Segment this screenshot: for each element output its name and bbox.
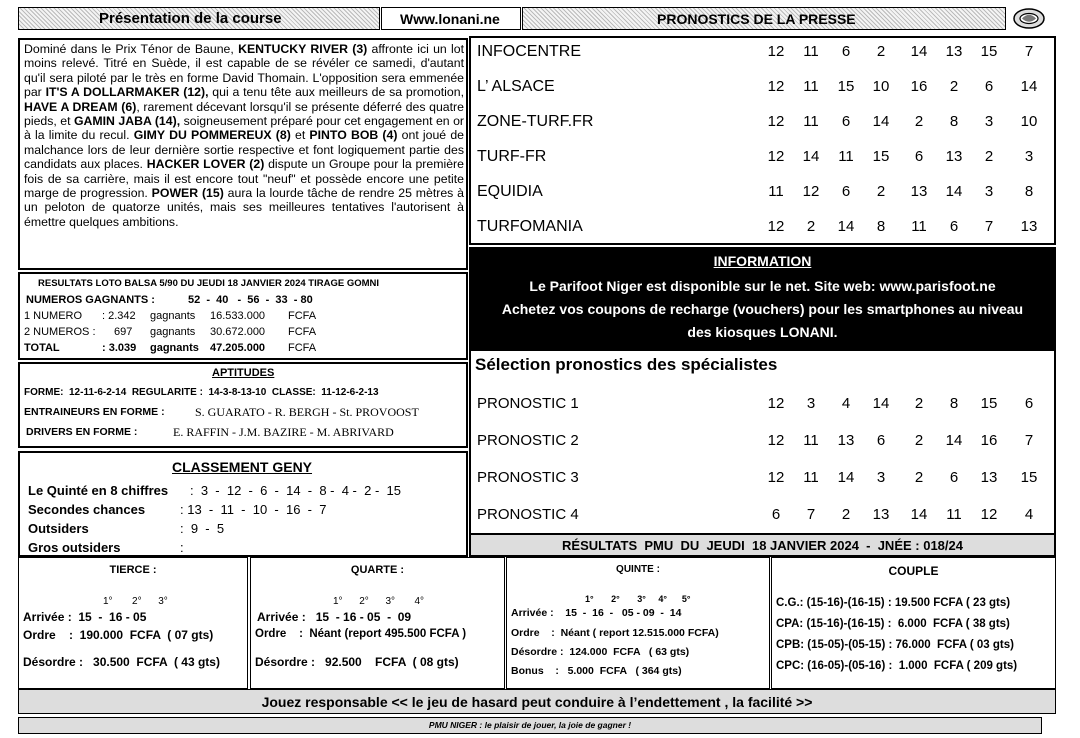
loto-count: : 3.039 bbox=[102, 342, 137, 354]
horse-number: 8 bbox=[949, 113, 959, 130]
horse-number: 11 bbox=[803, 113, 819, 130]
presentation-segment: affronte ici un lot moins relevé. Titré en Suède, il est capable de se révéler ce samedi, d'autant qu'il sera piloté par le très en forme David Thomain. L'opposition sera emmenée par bbox=[24, 42, 464, 100]
presentation-segment: qui a tenu tête aux meilleurs de sa promotion, bbox=[208, 85, 464, 100]
horse-number: 14 bbox=[1020, 78, 1038, 95]
horse-number: 6 bbox=[876, 432, 886, 449]
drivers-value: E. RAFFIN - J.M. BAZIRE - M. ABRIVARD bbox=[170, 425, 394, 439]
quinte-ordre: Ordre : Néant ( report 12.515.000 FCFA) bbox=[511, 627, 719, 639]
horse-number: 14 bbox=[837, 469, 855, 486]
geny-value: : 13 - 11 - 10 - 16 - 7 bbox=[180, 502, 327, 517]
horse-name: KENTUCKY RIVER (3) bbox=[238, 42, 368, 56]
pmu-results-title: RÉSULTATS PMU DU JEUDI 18 JANVIER 2024 - JNÉE : 018/24 bbox=[562, 538, 963, 553]
geny-value: : 9 - 5 bbox=[180, 521, 225, 536]
horse-number: 12 bbox=[767, 218, 785, 235]
horse-number: 7 bbox=[1024, 432, 1034, 449]
site-link[interactable]: Www.lonani.ne bbox=[400, 11, 500, 27]
horse-number: 15 bbox=[1020, 469, 1038, 486]
horse-number: 6 bbox=[914, 148, 924, 165]
geny-value: : 3 - 12 - 6 - 14 - 8 - 4 - 2 - 15 bbox=[190, 483, 401, 498]
horse-number: 7 bbox=[1024, 43, 1034, 60]
horse-number: 12 bbox=[980, 506, 998, 523]
horse-number: 6 bbox=[771, 506, 781, 523]
horse-number: 11 bbox=[803, 43, 819, 60]
pronostic-row bbox=[471, 388, 1057, 425]
source-name: L’ ALSACE bbox=[477, 78, 555, 95]
horse-number: 6 bbox=[1024, 395, 1034, 412]
source-name: PRONOSTIC 1 bbox=[477, 395, 579, 412]
tierce-ordre: Ordre : 190.000 FCFA ( 07 gts) bbox=[23, 628, 214, 642]
horse-number: 2 bbox=[841, 506, 851, 523]
quarte-panel bbox=[250, 557, 505, 689]
presentation-title: Présentation de la course bbox=[99, 10, 282, 27]
information-panel bbox=[469, 247, 1056, 349]
horse-number: 12 bbox=[767, 469, 785, 486]
tierce-title: TIERCE : bbox=[109, 564, 157, 576]
loto-winning-label: NUMEROS GAGNANTS : bbox=[26, 294, 155, 306]
horse-number: 2 bbox=[914, 113, 924, 130]
horse-number: 12 bbox=[767, 78, 785, 95]
pronostic-row bbox=[471, 499, 1057, 536]
quarte-desordre: Désordre : 92.500 FCFA ( 08 gts) bbox=[255, 655, 459, 669]
specialists-title: Sélection pronostics des spécialistes bbox=[475, 355, 778, 374]
presentation-header bbox=[18, 7, 380, 30]
horse-number: 14 bbox=[872, 113, 890, 130]
specialists-panel bbox=[469, 349, 1056, 535]
horse-number: 15 bbox=[872, 148, 890, 165]
horse-number: 12 bbox=[767, 43, 785, 60]
geny-label: Outsiders bbox=[28, 521, 89, 536]
quinte-bonus: Bonus : 5.000 FCFA ( 364 gts) bbox=[511, 665, 682, 677]
horse-number: 13 bbox=[945, 148, 963, 165]
horse-name: HACKER LOVER (2) bbox=[146, 157, 265, 172]
horse-number: 11 bbox=[803, 78, 819, 95]
tierce-arrivee: Arrivée : 15 - 16 - 05 bbox=[23, 610, 147, 624]
presentation-panel bbox=[18, 38, 468, 270]
geny-title: CLASSEMENT GENY bbox=[172, 459, 313, 475]
horse-number: 4 bbox=[1024, 506, 1034, 523]
information-title: INFORMATION bbox=[713, 253, 812, 269]
presentation-segment: soigneusement préparé pour cet engagement en or à la limite du recul. bbox=[24, 114, 464, 143]
loto-amount: 47.205.000 bbox=[210, 342, 266, 354]
horse-name: PINTO BOB (4) bbox=[309, 128, 398, 143]
horse-number: 8 bbox=[876, 218, 886, 235]
loto-cur: FCFA bbox=[288, 342, 317, 354]
loto-label: 2 NUMEROS : bbox=[24, 326, 96, 338]
horse-name: IT'S A DOLLARMAKER (12), bbox=[45, 85, 209, 100]
pronostic-row bbox=[471, 141, 1057, 176]
quarte-title: QUARTE : bbox=[350, 564, 405, 576]
source-name: TURFOMANIA bbox=[477, 218, 583, 235]
horse-number: 12 bbox=[767, 113, 785, 130]
source-name: PRONOSTIC 3 bbox=[477, 469, 579, 486]
horse-number: 13 bbox=[945, 43, 963, 60]
loto-word: gagnants bbox=[150, 342, 199, 354]
source-name: EQUIDIA bbox=[477, 183, 543, 200]
tierce-desordre: Désordre : 30.500 FCFA ( 43 gts) bbox=[23, 655, 220, 669]
loto-title: RESULTATS LOTO BALSA 5/90 DU JEUDI 18 JANVIER 2024 TIRAGE GOMNI bbox=[38, 278, 380, 289]
horse-number: 12 bbox=[802, 183, 820, 200]
horse-number: 14 bbox=[945, 432, 963, 449]
horse-number: 11 bbox=[803, 432, 819, 449]
pronostic-row bbox=[471, 36, 1057, 71]
drivers-label: DRIVERS EN FORME : bbox=[26, 426, 138, 438]
horse-number: 6 bbox=[949, 218, 959, 235]
horse-number: 13 bbox=[980, 469, 998, 486]
presentation-segment: aura la lourde tâche de rendre 25 mètres à un peloton de quatorze unités, mais ses meilleures tentatives l'autorisent à émettre quelques ambitions. bbox=[24, 186, 464, 229]
horse-number: 13 bbox=[910, 183, 928, 200]
source-name: INFOCENTRE bbox=[477, 43, 581, 60]
horse-number: 14 bbox=[910, 43, 928, 60]
couple-panel bbox=[771, 557, 1056, 689]
geny-label: Gros outsiders bbox=[28, 540, 121, 555]
source-name: PRONOSTIC 4 bbox=[477, 506, 579, 523]
quinte-arrivee: Arrivée : 15 - 16 - 05 - 09 - 14 bbox=[511, 607, 682, 619]
horse-number: 3 bbox=[806, 395, 816, 412]
horse-number: 10 bbox=[872, 78, 890, 95]
loto-panel bbox=[18, 272, 468, 360]
quinte-panel bbox=[506, 557, 770, 689]
horse-number: 15 bbox=[980, 395, 998, 412]
loto-cur: FCFA bbox=[288, 326, 317, 338]
loto-cur: FCFA bbox=[288, 310, 317, 322]
pronostic-row bbox=[471, 462, 1057, 499]
couple-row: CPB: (15-05)-(05-15) : 76.000 FCFA ( 03 gts) bbox=[776, 639, 1014, 651]
horse-number: 11 bbox=[911, 218, 927, 235]
press-title: PRONOSTICS DE LA PRESSE bbox=[657, 11, 856, 27]
horse-number: 6 bbox=[841, 183, 851, 200]
couple-row: CPA: (15-16)-(16-15) : 6.000 FCFA ( 38 gts) bbox=[776, 618, 1010, 630]
horse-number: 13 bbox=[837, 432, 855, 449]
loto-word: gagnants bbox=[150, 310, 196, 322]
presentation-segment: , rarement décevant lorsqu'il se présente déferré des quatre pieds, et bbox=[24, 99, 464, 129]
geny-panel bbox=[18, 451, 468, 557]
horse-number: 13 bbox=[872, 506, 890, 523]
loto-word: gagnants bbox=[150, 326, 196, 338]
quarte-places: 1° 2° 3° 4° bbox=[333, 596, 425, 607]
pronostic-row bbox=[471, 211, 1057, 246]
press-header bbox=[522, 7, 1006, 30]
horse-number: 12 bbox=[767, 148, 785, 165]
pronostic-row bbox=[471, 425, 1057, 462]
horse-number: 4 bbox=[841, 395, 851, 412]
horse-number: 2 bbox=[914, 395, 924, 412]
entraineurs-label: ENTRAINEURS EN FORME : bbox=[24, 406, 165, 418]
horse-number: 6 bbox=[984, 78, 994, 95]
horse-number: 10 bbox=[1020, 113, 1038, 130]
horse-number: 15 bbox=[980, 43, 998, 60]
horse-number: 6 bbox=[841, 113, 851, 130]
horse-number: 14 bbox=[802, 148, 820, 165]
tierce-panel bbox=[18, 557, 248, 689]
pronostic-row bbox=[471, 71, 1057, 106]
aptitudes-forme: FORME: 12-11-6-2-14 REGULARITE : 14-3-8-13-10 CLASSE: 11-12-6-2-13 bbox=[24, 387, 379, 398]
couple-title: COUPLE bbox=[888, 564, 939, 578]
geny-value: : bbox=[180, 540, 184, 555]
horse-number: 2 bbox=[806, 218, 816, 235]
slogan-text: PMU NIGER : le plaisir de jouer, la joie de gagner ! bbox=[428, 720, 632, 730]
horse-number: 2 bbox=[876, 43, 886, 60]
source-name: PRONOSTIC 2 bbox=[477, 432, 579, 449]
geny-label: Le Quinté en 8 chiffres bbox=[28, 483, 169, 498]
horse-number: 2 bbox=[914, 469, 924, 486]
aptitudes-panel bbox=[18, 362, 468, 448]
loto-label: 1 NUMERO bbox=[24, 310, 83, 322]
horse-number: 11 bbox=[803, 469, 819, 486]
aptitudes-title: APTITUDES bbox=[212, 367, 275, 379]
horse-number: 11 bbox=[838, 148, 854, 165]
horse-number: 3 bbox=[1024, 148, 1034, 165]
horse-name: GIMY DU POMMEREUX (8) bbox=[133, 128, 291, 143]
presentation-segment: dispute un Groupe pour la première fois de sa carrière, mais il est encore tout "neuf" et possède encore une petite marge de progression. bbox=[24, 157, 464, 201]
quarte-ordre: Ordre : Néant (report 495.500 FCFA ) bbox=[255, 628, 467, 640]
site-label-box bbox=[381, 7, 521, 30]
loto-count: 697 bbox=[114, 326, 133, 338]
horse-name: HAVE A DREAM (6) bbox=[24, 99, 137, 114]
horse-number: 2 bbox=[984, 148, 994, 165]
horse-number: 8 bbox=[1024, 183, 1034, 200]
information-line-1: Le Parifoot Niger est disponible sur le net. Site web: www.parisfoot.ne bbox=[529, 278, 996, 294]
entraineurs-value: S. GUARATO - R. BERGH - St. PROVOOST bbox=[192, 405, 419, 419]
horse-number: 7 bbox=[806, 506, 816, 523]
horse-number: 16 bbox=[910, 78, 928, 95]
horse-number: 11 bbox=[946, 506, 962, 523]
loto-amount: 16.533.000 bbox=[210, 310, 266, 322]
horse-number: 14 bbox=[945, 183, 963, 200]
horse-number: 14 bbox=[910, 506, 928, 523]
source-name: ZONE-TURF.FR bbox=[477, 113, 594, 130]
horse-number: 11 bbox=[768, 183, 784, 200]
horse-number: 12 bbox=[767, 432, 785, 449]
horse-number: 2 bbox=[876, 183, 886, 200]
couple-row: CPC: (16-05)-(05-16) : 1.000 FCFA ( 209 gts) bbox=[776, 660, 1018, 672]
horse-name: POWER (15) bbox=[151, 186, 224, 201]
loto-label: TOTAL bbox=[24, 342, 60, 354]
horse-number: 6 bbox=[841, 43, 851, 60]
horse-number: 6 bbox=[949, 469, 959, 486]
horse-number: 14 bbox=[872, 395, 890, 412]
loto-winning-numbers: 52 - 40 - 56 - 33 - 80 bbox=[188, 294, 313, 306]
horse-number: 2 bbox=[914, 432, 924, 449]
quinte-places: 1° 2° 3° 4° 5° bbox=[585, 594, 691, 604]
slogan-banner bbox=[18, 717, 1042, 734]
press-table bbox=[469, 36, 1056, 245]
horse-number: 14 bbox=[837, 218, 855, 235]
geny-label: Secondes chances bbox=[28, 502, 146, 517]
pronostic-row bbox=[471, 106, 1057, 141]
source-name: TURF-FR bbox=[477, 148, 547, 165]
couple-row: C.G.: (15-16)-(16-15) : 19.500 FCFA ( 23 gts) bbox=[776, 597, 1011, 609]
presentation-text bbox=[24, 42, 464, 229]
horse-number: 3 bbox=[876, 469, 886, 486]
pronostic-row bbox=[471, 176, 1057, 211]
pmu-results-header bbox=[469, 535, 1056, 557]
presentation-segment: et bbox=[290, 128, 310, 143]
horse-number: 15 bbox=[837, 78, 855, 95]
horse-name: GAMIN JABA (14), bbox=[73, 114, 181, 129]
information-line-2: Achetez vos coupons de recharge (vouchers) pour les smartphones au niveau bbox=[501, 301, 1024, 317]
lonani-logo-icon bbox=[1012, 7, 1046, 30]
horse-number: 7 bbox=[984, 218, 994, 235]
loto-count: : 2.342 bbox=[102, 310, 136, 322]
information-line-3: des kiosques LONANI. bbox=[687, 324, 838, 340]
presentation-segment: ont joué de malchance lors de leur dernière sortie respective et font logiquement partie des candidats aux places. bbox=[24, 128, 464, 172]
horse-number: 3 bbox=[984, 113, 994, 130]
horse-number: 2 bbox=[949, 78, 959, 95]
loto-amount: 30.672.000 bbox=[210, 326, 266, 338]
horse-number: 8 bbox=[949, 395, 959, 412]
horse-number: 16 bbox=[980, 432, 998, 449]
horse-number: 13 bbox=[1020, 218, 1038, 235]
responsible-banner bbox=[18, 689, 1056, 714]
presentation-segment: Dominé dans le Prix Ténor de Baune, bbox=[24, 42, 239, 56]
quinte-title: QUINTE : bbox=[616, 564, 660, 575]
horse-number: 3 bbox=[984, 183, 994, 200]
horse-number: 12 bbox=[767, 395, 785, 412]
quarte-arrivee: Arrivée : 15 - 16 - 05 - 09 bbox=[257, 610, 412, 624]
quinte-desordre: Désordre : 124.000 FCFA ( 63 gts) bbox=[511, 646, 690, 658]
tierce-places: 1° 2° 3° bbox=[103, 596, 168, 607]
responsible-text: Jouez responsable << le jeu de hasard peut conduire à l’endettement , la facilité >> bbox=[261, 694, 813, 710]
